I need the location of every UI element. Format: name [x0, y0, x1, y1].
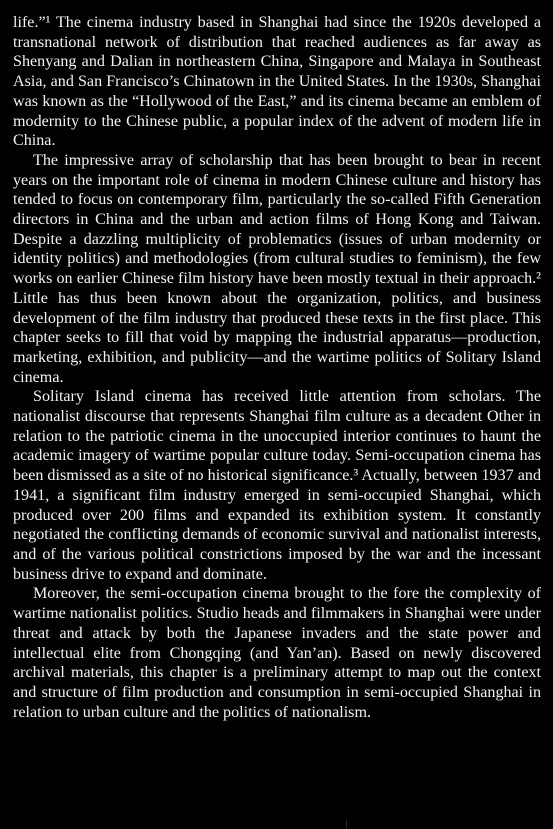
scan-edge-mark — [346, 820, 347, 829]
paragraph-3: Solitary Island cinema has received little attention from scholars. The nationalist discourse that represents Shanghai film culture as a decadent Other in relation to the patriotic cinema in the unoccupied interior continues to haunt the academic imagery of wartime popular culture today. Semi-occupation cinema has been dismissed as a site of no historical significance.³ Actually, between 1937 and 1941, a significant film industry emerged in semi-occupied Shanghai, which produced over 200 films and expanded its exhibition system. It constantly negotiated the conflicting demands of economic survival and nationalist interests, and of the various political constrictions imposed by the war and the incessant business drive to expand and dominate. — [13, 388, 541, 583]
paragraph-2: The impressive array of scholarship that has been brought to bear in recent years on the important role of cinema in modern Chinese culture and history has tended to focus on contemporary film, particularly the so-called Fifth Generation directors in China and the urban and action films of Hong Kong and Taiwan. Despite a dazzling multiplicity of problematics (issues of urban modernity or identity politics) and methodologies (from cultural studies to feminism), the few works on earlier Chinese film history have been mostly textual in their approach.² Little has thus been known about the organization, politics, and business development of the film industry that produced these texts in the first place. This chapter seeks to fill that void by mapping the industrial apparatus—production, marketing, exhibition, and publicity—and the wartime politics of Solitary Island cinema. — [13, 151, 541, 386]
paragraph-1: life.”¹ The cinema industry based in Shanghai had since the 1920s developed a transnational network of distribution that reached audiences as far away as Shenyang and Dalian in northeastern China, Singapore and Malaya in Southeast Asia, and San Francisco’s Chinatown in the United States. In the 1930s, Shanghai was known as the “Hollywood of the East,” and its cinema became an emblem of modernity to the Chinese public, a popular index of the advent of modern life in China. — [13, 14, 541, 150]
paragraph-4: Moreover, the semi-occupation cinema brought to the fore the complexity of wartime nationalist politics. Studio heads and filmmakers in Shanghai were under threat and attack by both the Japanese invaders and the state power and intellectual elite from Chongqing (and Yan’an). Based on newly discovered archival materials, this chapter is a preliminary attempt to map out the context and structure of film production and consumption in semi-occupied Shanghai in relation to urban culture and the politics of nationalism. — [13, 585, 541, 721]
